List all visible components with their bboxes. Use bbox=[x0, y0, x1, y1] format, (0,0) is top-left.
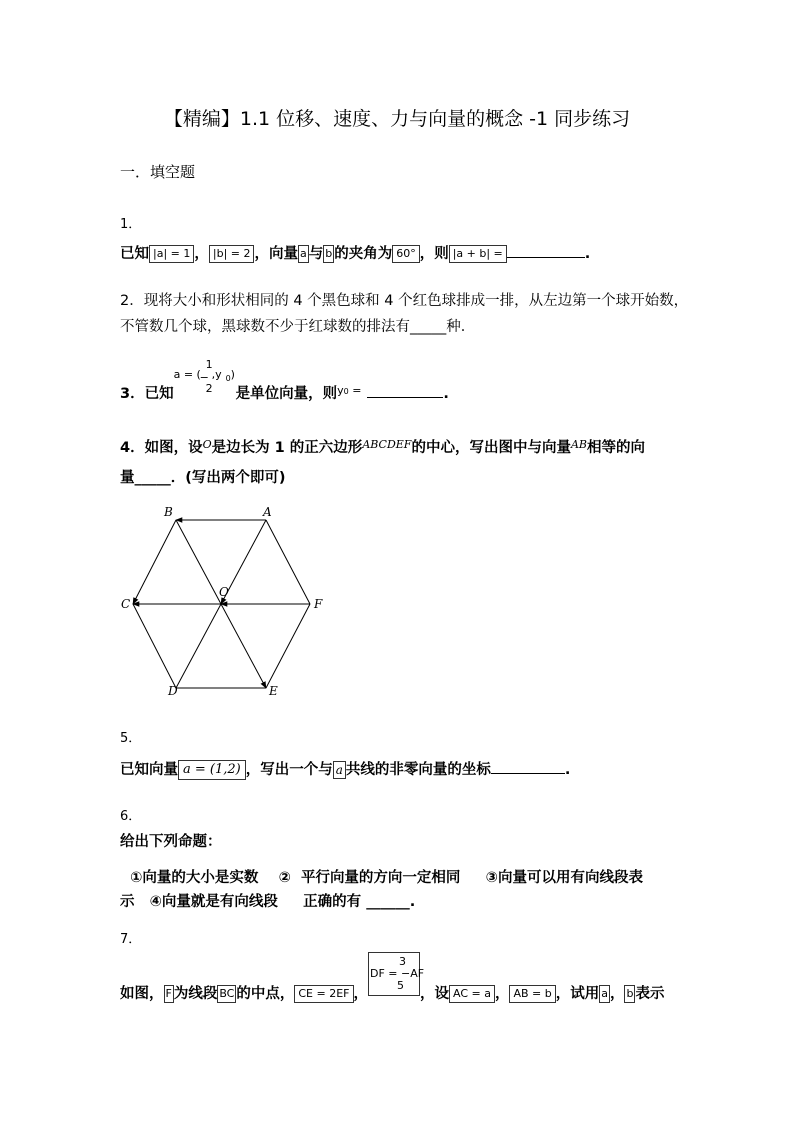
label-O: O bbox=[219, 585, 229, 599]
label-F: F bbox=[314, 597, 323, 611]
segment-EF bbox=[266, 604, 310, 688]
q7-line: 如图， F 为线段 BC 的中点， CE = 2EF ， 3 DF = −AF 5 ，设 AC = a ， AB = b ，试用 a ， b 表示 bbox=[120, 952, 664, 1004]
label-D: D bbox=[168, 684, 178, 698]
q1-blank bbox=[507, 257, 585, 258]
q6-line3: 示 ④向量就是有向线段 正确的有 ______. bbox=[120, 894, 416, 910]
q5-number: 5． bbox=[120, 731, 142, 746]
q4-line1: 4．如图，设$^O$是边长为 1 的正六边形$^{ABCDEF}$的中心，写出图中与向量$^{AB}$相等的向 bbox=[120, 438, 645, 456]
q1-formula-a: |a| = 1 bbox=[149, 245, 194, 263]
q7-formula-AB: AB = b bbox=[509, 985, 555, 1003]
q5-blank bbox=[491, 773, 565, 774]
label-A: A bbox=[263, 505, 272, 519]
q7-vec-b: b bbox=[624, 985, 635, 1003]
segment-CD bbox=[133, 604, 176, 688]
q7-vec-a: a bbox=[599, 985, 610, 1003]
q1-sum: |a + b| = bbox=[449, 245, 507, 263]
q3-blank bbox=[367, 397, 443, 398]
q5-vec-a: a bbox=[333, 761, 346, 779]
segment-FA bbox=[266, 520, 310, 604]
q1-formula-b: |b| = 2 bbox=[209, 245, 255, 263]
q1-vec-b: b bbox=[323, 245, 334, 263]
q3-line: 3．已知 a = ( − 1 2 ,y 0 ) 是单位向量，则$_{y0 =}$ . bbox=[120, 358, 449, 402]
q1-vec-a: a bbox=[298, 245, 309, 263]
q7-number: 7． bbox=[120, 932, 142, 947]
q6-number: 6． bbox=[120, 809, 142, 824]
q1-angle: 60° bbox=[392, 245, 420, 263]
q6-line2: ①向量的大小是实数 ② 平行向量的方向一定相同 ③向量可以用有向线段表 bbox=[120, 870, 643, 886]
segment-BO bbox=[176, 520, 221, 604]
page-title: 【精编】1.1 位移、速度、力与向量的概念 -1 同步练习 bbox=[163, 108, 631, 130]
section-heading: 一．填空题 bbox=[120, 163, 196, 181]
q1-number: 1． bbox=[120, 217, 142, 232]
q2-line1: 2．现将大小和形状相同的 4 个黑色球和 4 个红色球排成一排，从左边第一个球开始数， bbox=[120, 293, 689, 309]
label-C: C bbox=[121, 597, 131, 611]
q7-segment-BC: BC bbox=[217, 985, 236, 1003]
q7-formula-AC: AC = a bbox=[449, 985, 495, 1003]
q3-vector-formula: a = ( − 1 2 ,y 0 ) bbox=[173, 358, 235, 395]
segment-OE bbox=[221, 604, 266, 688]
segment-OD bbox=[176, 604, 221, 688]
q7-formula-DF: 3 DF = −AF 5 bbox=[368, 952, 420, 996]
segment-BC bbox=[133, 520, 176, 604]
label-B: B bbox=[164, 505, 173, 519]
q7-formula-CE: CE = 2EF bbox=[294, 985, 353, 1003]
q7-point-F: F bbox=[164, 985, 174, 1003]
q1-line: 已知 |a| = 1 ， |b| = 2 ，向量 a 与 b 的夹角为 60° ，则 |a + b| = . bbox=[120, 246, 591, 262]
label-E: E bbox=[269, 684, 278, 698]
q6-line1: 给出下列命题： bbox=[120, 834, 222, 850]
hexagon-figure bbox=[118, 505, 338, 700]
q4-line2: 量_____．(写出两个即可) bbox=[120, 470, 286, 486]
q5-vector-box: a = (1,2) bbox=[178, 760, 246, 780]
q5-line: 已知向量 a = (1,2) ，写出一个与 a 共线的非零向量的坐标 . bbox=[120, 762, 571, 778]
q2-line2: 不管数几个球，黑球数不少于红球数的排法有_____种． bbox=[120, 319, 476, 335]
